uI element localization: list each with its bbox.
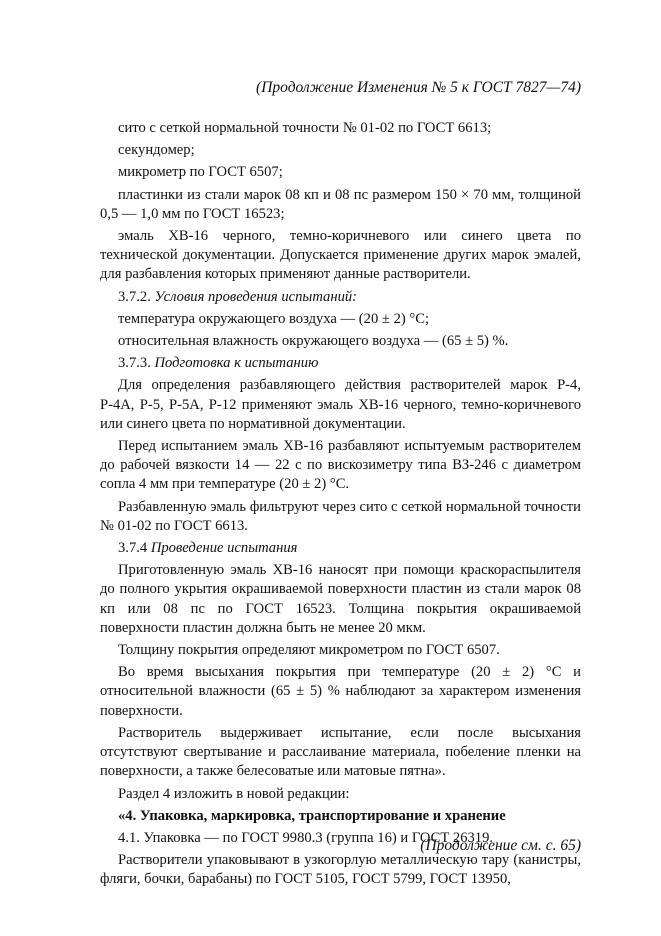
paragraph: секундомер; (118, 142, 195, 159)
paragraph: Толщину покрытия определяют микрометром по ГОСТ 6507. (118, 642, 500, 659)
section-heading-3-7-4 (100, 539, 581, 558)
section-number: 3.7.3. (118, 355, 151, 372)
paragraph: Приготовленную эмаль ХВ-16 наносят при помощи краскораспылителя до полного укрытия окрашиваемой поверхности пластин из стали марок 08 кп или 08 пс по ГОСТ 16523. Толщина покрытия окрашиваемой поверхности пластин должна быть не менее 20 мкм. (100, 562, 581, 636)
section-title: Подготовка к испытанию (154, 355, 319, 372)
paragraph: 4.1. Упаковка — по ГОСТ 9980.3 (группа 16) и ГОСТ 26319. (118, 829, 494, 846)
section-title: Условия проведения испытаний: (154, 288, 358, 305)
section-heading-4: «4. Упаковка, маркировка, транспортирование и хранение (118, 807, 506, 824)
footer-continuation: (Продолжение см. с. 65) (420, 837, 581, 854)
section-heading-3-7-2 (100, 288, 581, 307)
paragraph: температура окружающего воздуха — (20 ± 2) °С; (118, 310, 429, 327)
paragraph: пластинки из стали марок 08 кп и 08 пс размером 150 × 70 мм, толщиной 0,5 — 1,0 мм по ГОСТ 16523; (100, 186, 581, 222)
paragraph: Разбавленную эмаль фильтруют через сито с сеткой нормальной точности № 01-02 по ГОСТ 6613. (100, 498, 581, 534)
section-number: 3.7.4 (118, 540, 148, 557)
paragraph: Для определения разбавляющего действия растворителей марок Р-4, Р-4А, Р-5, Р-5А, Р-12 применяют эмаль ХВ-16 черного, темно-коричневого или синего цвета по нормативной документации. (100, 377, 581, 432)
section-number: 3.7.2. (118, 288, 151, 305)
document-body (100, 119, 581, 893)
header-continuation: (Продолжение Изменения № 5 к ГОСТ 7827—74) (256, 79, 581, 96)
paragraph: эмаль ХВ-16 черного, темно-коричневого или синего цвета по технической документации. Допускается применение других марок эмалей, для разбавления которых применяют данные растворители. (100, 228, 581, 283)
paragraph: микрометр по ГОСТ 6507; (118, 164, 283, 181)
paragraph: Перед испытанием эмаль ХВ-16 разбавляют испытуемым растворителем до рабочей вязкости 14 — 22 с по вискозиметру типа ВЗ-246 с диаметром сопла 4 мм при температуре (20 ± 2) °С. (100, 438, 581, 493)
paragraph: относительная влажность окружающего воздуха — (65 ± 5) %. (118, 333, 509, 350)
paragraph: сито с сеткой нормальной точности № 01-02 по ГОСТ 6613; (118, 120, 492, 136)
paragraph: Растворитель выдерживает испытание, если после высыхания отсутствуют свертывание и расслаивание материала, побеление пленки на поверхности, а также белесоватые или матовые пятна». (100, 724, 581, 780)
paragraph: Раздел 4 изложить в новой редакции: (118, 785, 350, 802)
paragraph: Растворители упаковывают в узкогорлую металлическую тару (канистры, фляги, бочки, барабаны) по ГОСТ 5105, ГОСТ 5799, ГОСТ 13950, (100, 852, 581, 888)
section-title: Проведение испытания (150, 540, 298, 557)
section-heading-3-7-3 (100, 354, 581, 373)
paragraph: Во время высыхания покрытия при температуре (20 ± 2) °С и относительной влажности (65 ± 5) % наблюдают за характером изменения поверхности. (100, 664, 581, 719)
